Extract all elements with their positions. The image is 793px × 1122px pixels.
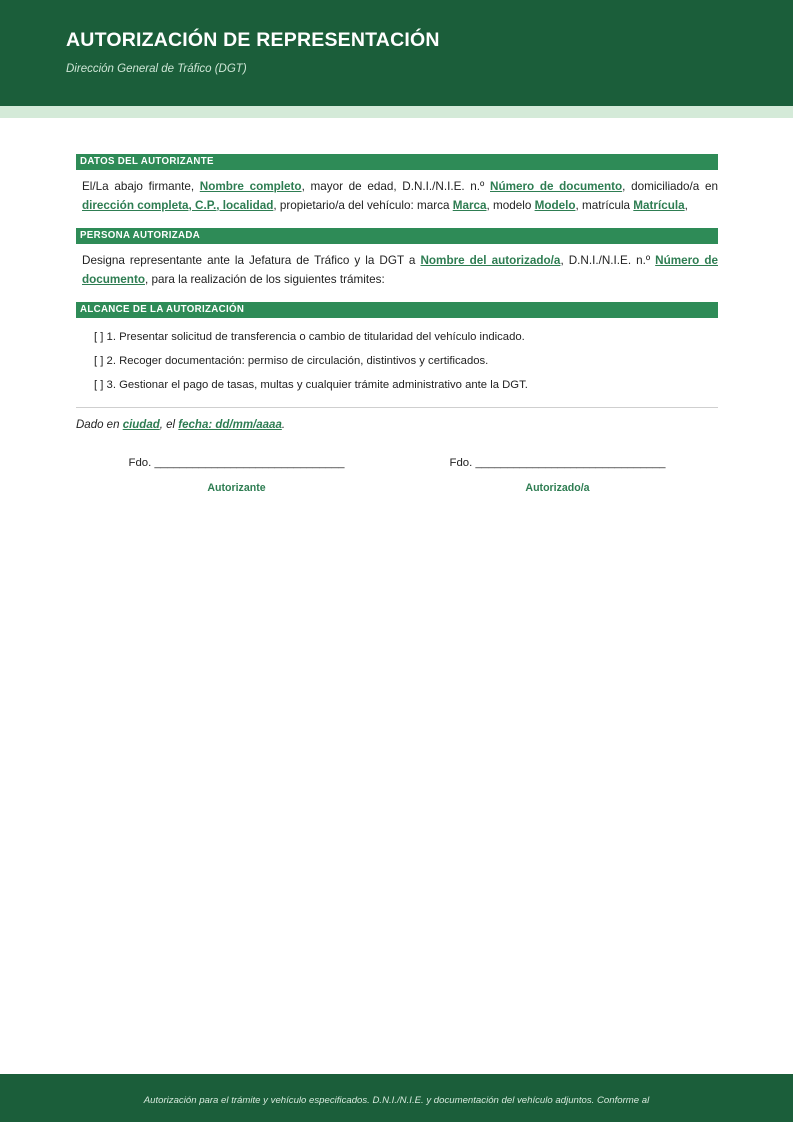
- document-footer: [0, 1074, 793, 1122]
- content-block: [76, 118, 718, 496]
- placeholder-vehicle-brand[interactable]: Marca: [452, 198, 487, 212]
- section-band-scope: ALCANCE DE LA AUTORIZACIÓN: [76, 302, 718, 318]
- placeholder-city[interactable]: ciudad: [122, 419, 160, 431]
- placeholder-date[interactable]: fecha: dd/mm/aaaa: [178, 419, 282, 431]
- placeholder-authorizer-document[interactable]: Número de documento: [490, 180, 623, 193]
- spacer-top: [76, 118, 718, 154]
- scope-list: [76, 318, 718, 393]
- paragraph-authorizer: [76, 170, 718, 215]
- signature-line-authorized[interactable]: Fdo. ______________________________: [449, 457, 666, 469]
- date-text-1: Dado en: [76, 419, 123, 431]
- placeholder-authorizer-name[interactable]: Nombre completo: [199, 180, 302, 193]
- list-item[interactable]: [ ] 3. Gestionar el pago de tasas, multas y cualquier trámite administrativo ante la DGT.: [94, 379, 528, 391]
- authorizer-text-1: El/La abajo firmante,: [82, 180, 200, 193]
- signature-block-authorizer: [76, 455, 397, 496]
- document-body: [0, 118, 793, 496]
- authorized-text-3: , para la realización de los siguientes trámites:: [144, 272, 385, 286]
- signature-block-authorized: [397, 455, 718, 496]
- date-text-2: , el: [159, 419, 179, 431]
- list-item[interactable]: [ ] 2. Recoger documentación: permiso de circulación, distintivos y certificados.: [94, 355, 489, 367]
- placeholder-vehicle-model[interactable]: Modelo: [534, 198, 576, 212]
- section-band-authorizer: DATOS DEL AUTORIZANTE: [76, 154, 718, 170]
- authorized-text-1: Designa representante ante la Jefatura de Tráfico y la DGT a: [82, 254, 421, 267]
- section-band-authorized: PERSONA AUTORIZADA: [76, 228, 718, 244]
- document-header: [0, 0, 793, 106]
- authorizer-text-2: , mayor de edad, D.N.I./N.I.E. n.º: [301, 180, 490, 193]
- placeholder-vehicle-plate[interactable]: Matrícula: [633, 198, 685, 212]
- list-item[interactable]: [ ] 1. Presentar solicitud de transferencia o cambio de titularidad del vehículo indicado.: [94, 331, 525, 343]
- page-title: AUTORIZACIÓN DE REPRESENTACIÓN: [66, 29, 440, 52]
- footer-note: Autorización para el trámite y vehículo especificados. D.N.I./N.I.E. y documentación del vehículo adjuntos. Conforme al: [143, 1095, 650, 1106]
- authorizer-text-7: ,: [684, 198, 688, 212]
- date-text-3: .: [281, 419, 286, 431]
- date-line: [76, 408, 718, 433]
- placeholder-authorized-name[interactable]: Nombre del autorizado/a: [420, 254, 561, 267]
- signature-role-authorized: Autorizado/a: [525, 482, 590, 494]
- paragraph-authorized: [76, 244, 718, 289]
- placeholder-authorized-document[interactable]: Número de documento: [82, 254, 718, 286]
- spacer-section-2: [76, 289, 718, 302]
- authorizer-text-5: , modelo: [486, 198, 535, 212]
- spacer-section-1: [76, 215, 718, 228]
- page-subtitle: Dirección General de Tráfico (DGT): [66, 62, 247, 75]
- authorizer-text-4: , propietario/a del vehículo: marca: [273, 198, 453, 212]
- authorized-text-2: , D.N.I./N.I.E. n.º: [560, 254, 656, 267]
- signature-role-authorizer: Autorizante: [207, 482, 266, 494]
- authorizer-text-3: , domiciliado/a en: [622, 180, 718, 193]
- header-accent-bar: [0, 106, 793, 118]
- placeholder-authorizer-address[interactable]: dirección completa, C.P., localidad: [82, 198, 274, 212]
- authorizer-text-6: , matrícula: [575, 198, 634, 212]
- signature-line-authorizer[interactable]: Fdo. ______________________________: [128, 457, 345, 469]
- signature-row: [76, 433, 718, 496]
